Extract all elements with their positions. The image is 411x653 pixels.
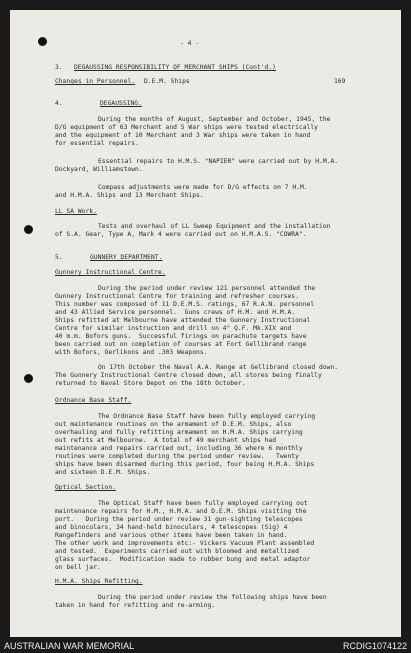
- text-line: Tests and overhaul of LL Sweep Equipment and the installation: [98, 223, 331, 230]
- text-line: port. During the period under review 31 gun-sighting telescopes: [55, 516, 303, 523]
- section-number: 3.: [55, 64, 63, 71]
- text-line: out maintenance routines on the armament of D.E.M. Ships, also: [55, 421, 292, 428]
- text-line: and sixteen D.E.M. Ships.: [55, 469, 151, 476]
- text-line: On 17th October the Naval A.A. Range at Gellibrand closed down.: [98, 364, 339, 371]
- subheading: H.M.A. Ships Refitting.: [55, 578, 143, 585]
- punch-hole: [24, 374, 33, 383]
- punch-hole: [24, 225, 33, 234]
- section-title: GUNNERY DEPARTMENT.: [90, 254, 163, 261]
- text-line: and binoculars, 34 hand-held binoculars, 4 telescopes (Sig) 4: [55, 524, 288, 531]
- text-line: The Ordnance Base Staff have been fully employed carrying: [98, 413, 316, 420]
- text-line: 40 m.m. Bofors guns. Successful firings on parachute targets have: [55, 333, 307, 340]
- subheading: Gunnery Instructional Centre.: [55, 269, 166, 276]
- text-line: for essential repairs.: [55, 140, 139, 147]
- text-line: D/G equipment of 63 Merchant and 5 War ships were tested electrically: [55, 124, 318, 131]
- text-line: This number was composed of 11 D.E.M.S. ratings, 67 R.A.N. personnel: [55, 301, 315, 308]
- text-line: returned to Naval Store Depot on the 18th October.: [55, 380, 246, 387]
- text-line: with Bofors, Oerlikons and .303 Weapons.: [55, 349, 208, 356]
- text-line: During the period under review the following ships have been: [98, 594, 327, 601]
- text-line: maintenance repairs for H.M., H.M.A. and D.E.M. Ships visiting the: [55, 508, 307, 515]
- subheading: Ordnance Base Staff.: [55, 397, 132, 404]
- footer-item-id: RCDIG1074122: [342, 641, 407, 651]
- text-line: ships have been disarmed during this period, four being H.M.A. Ships: [55, 461, 315, 468]
- text-line: glass surfaces. Modification made to rubber bung and metal adaptor: [55, 556, 311, 563]
- text-line: taken in hand for refitting and re-arming.: [55, 602, 216, 609]
- document-page: [10, 10, 401, 637]
- section-title: DEGAUSSING.: [100, 100, 142, 107]
- text-line: Dockyard, Williamstown.: [55, 166, 143, 173]
- text-line: routines were completed during the period under review. Twenty: [55, 453, 299, 460]
- subheading: Optical Section.: [55, 484, 116, 491]
- text-line: and the equipment of 10 Merchant and 3 War ships were taken in hand: [55, 132, 311, 139]
- text-line: Centre for similar instruction and drill on 4" Q.F. Mk.XIX and: [55, 325, 292, 332]
- changes-text: D.E.M. Ships: [144, 78, 190, 85]
- text-line: and 43 Allied Service personnel. Guns crews of H.M. and H.M.A.: [55, 309, 296, 316]
- text-line: and tested. Experiments carried out with bloomed and metallized: [55, 548, 299, 555]
- text-line: of S.A. Gear, Type A, Mark 4 were carried out on H.M.A.S. "COWRA".: [55, 231, 307, 238]
- text-line: During the months of August, September and October, 1945, the: [98, 116, 331, 123]
- text-line: Rangefinders and various other items have been taken in hand.: [55, 532, 288, 539]
- text-line: During the period under review 121 personnel attended the: [98, 285, 316, 292]
- section-number: 4.: [55, 100, 63, 107]
- archive-footer: [0, 639, 411, 653]
- footer-archive-name: AUSTRALIAN WAR MEMORIAL: [4, 641, 135, 651]
- text-line: out refits at Melbourne. A total of 49 merchant ships had: [55, 437, 277, 444]
- text-line: and H.M.A. Ships and 13 Merchant Ships.: [55, 192, 204, 199]
- text-line: on bell jar.: [55, 564, 101, 571]
- text-line: The Optical Staff have been fully employed carrying out: [98, 500, 308, 507]
- punch-hole: [38, 37, 47, 46]
- text-line: Gunnery Instructional Centre for training and refresher courses.: [55, 293, 299, 300]
- subheading: Changes in Personnel.: [55, 78, 136, 85]
- section-number: 5.: [55, 254, 63, 261]
- text-line: Essential repairs to H.M.S. "NAPIER" were carried out by H.M.A.: [98, 158, 339, 165]
- subheading: LL SA Work.: [55, 208, 97, 215]
- text-line: Compass adjustments were made for D/G effects on 7 H.M.: [98, 184, 308, 191]
- text-line: overhauling and fully refitting armament on H.M.A. Ships carrying: [55, 429, 303, 436]
- text-line: been carried out on completion of courses at Fort Gellibrand range: [55, 341, 307, 348]
- changes-count: 169: [334, 78, 346, 85]
- text-line: The Gunnery Instructional Centre closed down, all stores being finally: [55, 372, 322, 379]
- page-number: - 4 -: [180, 40, 200, 47]
- text-line: maintenance and repairs carried out, including 36 where 6 monthly: [55, 445, 303, 452]
- text-line: The other work and improvements etc:- Vickers Vacuum Plant assembled: [55, 540, 315, 547]
- section-title: DEGAUSSING RESPONSIBILITY OF MERCHANT SHIPS (Cont'd.): [74, 64, 276, 71]
- text-line: Ships refitted at Melbourne have attended the Gunnery Instructional: [55, 317, 311, 324]
